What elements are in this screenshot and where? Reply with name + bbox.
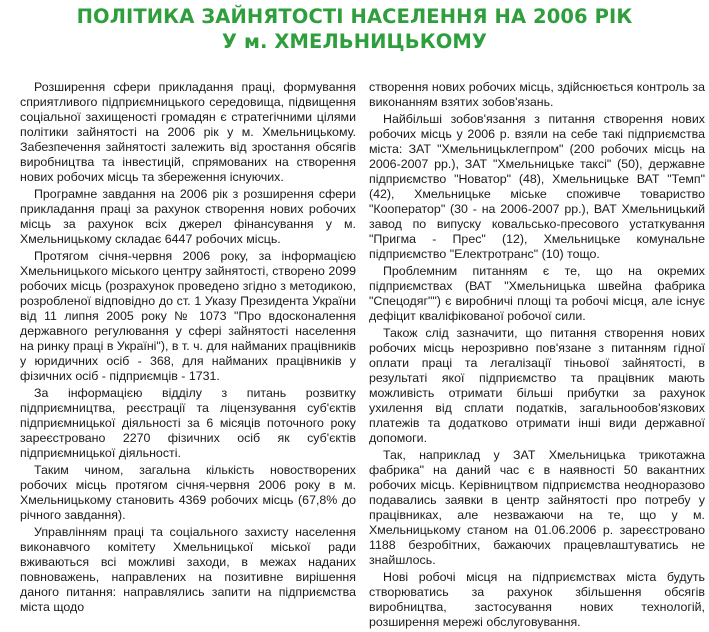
left-column bbox=[20, 80, 356, 617]
paragraph: Протягом січня-червня 2006 року, за інформацією Хмельницького міського центру зайнятості, створено 2099 робочих місць (розрахунок проведено згідно з методикою, розробленої відповідно до ст. 1 Указу Президента України від 11 липня 2005 року № 1073 "Про вдосконалення державного регулювання у сфері зайнятості населення на ринку праці в Україні"), в т. ч. для найманих працівників у юридичних осіб - 368, для найманих працівників у фізичних осіб - підприємців - 1731. bbox=[20, 249, 356, 383]
article-title-line-1: ПОЛІТИКА ЗАЙНЯТОСТІ НАСЕЛЕННЯ НА 2006 РІК bbox=[76, 5, 633, 28]
paragraph: Розширення сфери прикладання праці, формування сприятливого підприємницького середовища, підвищення соціальної захищеності громадян є стратегічними цілями політики зайнятості на 2006 рік у м. Хмельницькому. Забезпечення зайнятості залежить від зростання обсягів виробництва та інвестицій, спрямованих на створення нових робочих місць та збереження існуючих. bbox=[20, 80, 356, 184]
paragraph: Програмне завдання на 2006 рік з розширення сфери прикладання праці за рахунок створення нових робочих місць за рахунок всіх джерел фінансування у м. Хмельницькому складає 6447 робочих місць. bbox=[20, 187, 356, 246]
paragraph: Управлінням праці та соціального захисту населення виконавчого комітету Хмельницької міської ради вживаються всі можливі заходи, в межах наданих повноважень, направлених на позитивне вирішення даного питання: направлялись запити на підприємства міста щодо bbox=[20, 525, 356, 614]
article-title bbox=[0, 4, 709, 54]
paragraph: Нові робочі місця на підприємствах міста будуть створюватись за рахунок збільшення обсягів виробництва, застосування нових технологій, розширення мережі обслуговування. bbox=[369, 570, 705, 629]
paragraph: Так, наприклад у ЗАТ Хмельницька трикотажна фабрика" на даний час є в наявності 50 вакантних робочих місць. Керівництвом підприємства неодноразово подавались заявки в центр зайнятості про потребу у працівниках, але незважаючи на те, що у м. Хмельницькому станом на 01.06.2006 р. зареєстровано 1188 безробітних, бажаючих працевлаштуватись не знайшлось. bbox=[369, 448, 705, 567]
paragraph: Проблемним питанням є те, що на окремих підприємствах (ВАТ "Хмельницька швейна фабрика "Спецодяг"") є виробничі площі та робочі місця, але існує дефіцит кваліфікованої робочої сили. bbox=[369, 264, 705, 323]
paragraph: Також слід зазначити, що питання створення нових робочих місць нерозривно пов'язане з питанням гідної оплати праці та легалізації тіньової зайнятості, в результаті якої підприємство та працівник мають можливість отримати більші прибутки за рахунок ухилення від сплати податків, загальнообов'язкових платежів та додатково отримати інші види державної допомоги. bbox=[369, 326, 705, 445]
paragraph: Таким чином, загальна кількість новостворених робочих місць протягом січня-червня 2006 року в м. Хмельницькому становить 4369 робочих місць (67,8% до річного завдання). bbox=[20, 463, 356, 522]
article-title-line-2: У м. ХМЕЛЬНИЦЬКОМУ bbox=[221, 30, 488, 53]
right-column bbox=[369, 80, 705, 632]
paragraph: Найбільші зобов'язання з питання створення нових робочих місць у 2006 р. взяли на себе такі підприємства міста: ЗАТ "Хмельницьклегпром" (200 робочих місць на 2006-2007 рр.), ЗАТ "Хмельницьке таксі" (50), державне підприємство "Новатор" (48), Хмельницьке ВАТ "Темп" (42), Хмельницьке міське споживче товариство "Кооператор" (30 - на 2006-2007 рр.), ВАТ Хмельницький завод по випуску ковальсько-пресового устаткування "Пригма - Прес" (12), Хмельницьке комунальне підприємство "Електротранс" (10) тощо. bbox=[369, 112, 705, 261]
paragraph: За інформацією відділу з питань розвитку підприємництва, реєстрації та ліцензування суб'єктів підприємницької діяльності за 6 місяців поточного року зареєстровано 2270 фізичних осіб як суб'єктів підприємницької діяльності. bbox=[20, 386, 356, 460]
paragraph-continuation: створення нових робочих місць, здійснюється контроль за виконанням взятих зобов'язань. bbox=[369, 80, 705, 109]
